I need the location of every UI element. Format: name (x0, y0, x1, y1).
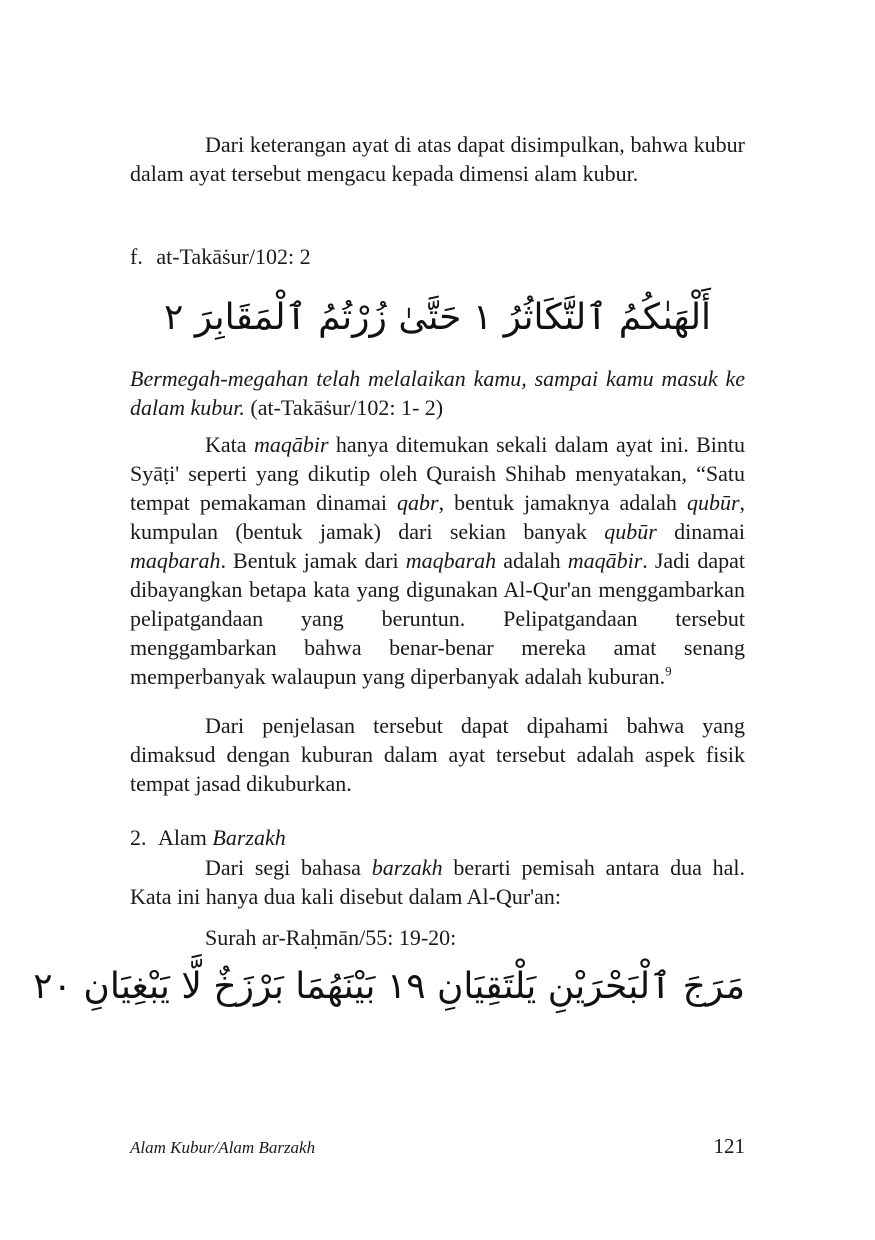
paragraph-text: Dari keterangan ayat di atas dapat disimpulkan, bahwa kubur dalam ayat tersebut mengacu kepada dimensi alam kubur. (130, 132, 745, 186)
paragraph-text (130, 853, 745, 911)
text-run: , kumpulan (bentuk jamak) dari sekian banyak (130, 490, 746, 544)
text-run: adalah (496, 548, 568, 573)
section-2-title-plain: Alam (158, 825, 213, 850)
paragraph-conclusion (130, 130, 745, 188)
footnote-marker: 9 (665, 663, 672, 679)
italic-term: maqbarah (405, 548, 497, 573)
text-run: . Jadi dapat dibayangkan betapa kata yang digunakan Al-Qur'an menggambarkan pelipatgandaan yang beruntun. Pelipatgandaan tersebut menggambarkan bahwa benar-benar mereka amat senang memperbanyak walaupun yang diperbanyak adalah kuburan. (130, 548, 745, 689)
translation-takasur (130, 364, 745, 422)
arabic-verse-rahman: مَرَجَ ٱلْبَحْرَيْنِ يَلْتَقِيَانِ ١٩ بَيْنَهُمَا بَرْزَخٌ لَّا يَبْغِيَانِ ٢٠ (33, 966, 745, 1007)
paragraph-maqabir (130, 430, 745, 691)
text-run: Dari segi bahasa (205, 855, 372, 880)
paragraph-barzakh (130, 853, 745, 911)
text-run: berarti pemisah antara dua hal. Kata ini hanya dua kali disebut dalam Al-Qur'an: (130, 855, 745, 909)
translation-text (130, 364, 745, 422)
italic-term: barzakh (371, 855, 443, 880)
italic-term: qubūr (686, 490, 740, 515)
section-2-number: 2. (130, 825, 147, 850)
text-run: Kata (205, 432, 254, 457)
text-run: dinamai (656, 519, 745, 544)
section-f-title: at-Takāṡur/102: 2 (156, 244, 311, 269)
paragraph-text: Dari penjelasan tersebut dapat dipahami bahwa yang dimaksud dengan kuburan dalam ayat tersebut adalah aspek fisik tempat jasad dikuburkan. (130, 713, 745, 796)
translation-ref: (at-Takāṡur/102: 1- 2) (244, 395, 444, 420)
italic-term: maqābir (253, 432, 329, 457)
text-run: , bentuk jamaknya adalah (438, 490, 687, 515)
italic-term: maqbarah (130, 548, 221, 573)
running-footer-title: Alam Kubur/Alam Barzakh (130, 1138, 316, 1157)
book-page (33, 0, 746, 1240)
page-number: 121 (713, 1134, 745, 1158)
section-f-label: f. (130, 244, 143, 269)
surah-reference: Surah ar-Raḥmān/55: 19-20: (205, 925, 457, 950)
italic-term: qubūr (604, 519, 657, 544)
italic-term: maqābir (567, 548, 643, 573)
text-run: hanya ditemukan sekali dalam ayat ini. Bintu Syāṭi' seperti yang dikutip oleh Quraish Shihab menyatakan, “Satu tempat pemakaman dinamai (130, 432, 746, 515)
text-run: . Bentuk jamak dari (220, 548, 406, 573)
paragraph-explanation (130, 711, 745, 798)
translation-italic: Bermegah-megahan telah melalaikan kamu, sampai kamu masuk ke dalam kubur. (130, 366, 745, 420)
section-f-heading (130, 244, 745, 270)
paragraph-text (130, 430, 745, 691)
section-2-title-italic: Barzakh (212, 825, 286, 850)
section-2-title (158, 825, 286, 850)
section-2-heading (130, 825, 745, 851)
italic-term: qabr (397, 490, 439, 515)
arabic-verse-takasur: أَلْهَىٰكُمُ ٱلتَّكَاثُرُ ١ حَتَّىٰ زُرْتُمُ ٱلْمَقَابِرَ ٢ (163, 297, 712, 338)
